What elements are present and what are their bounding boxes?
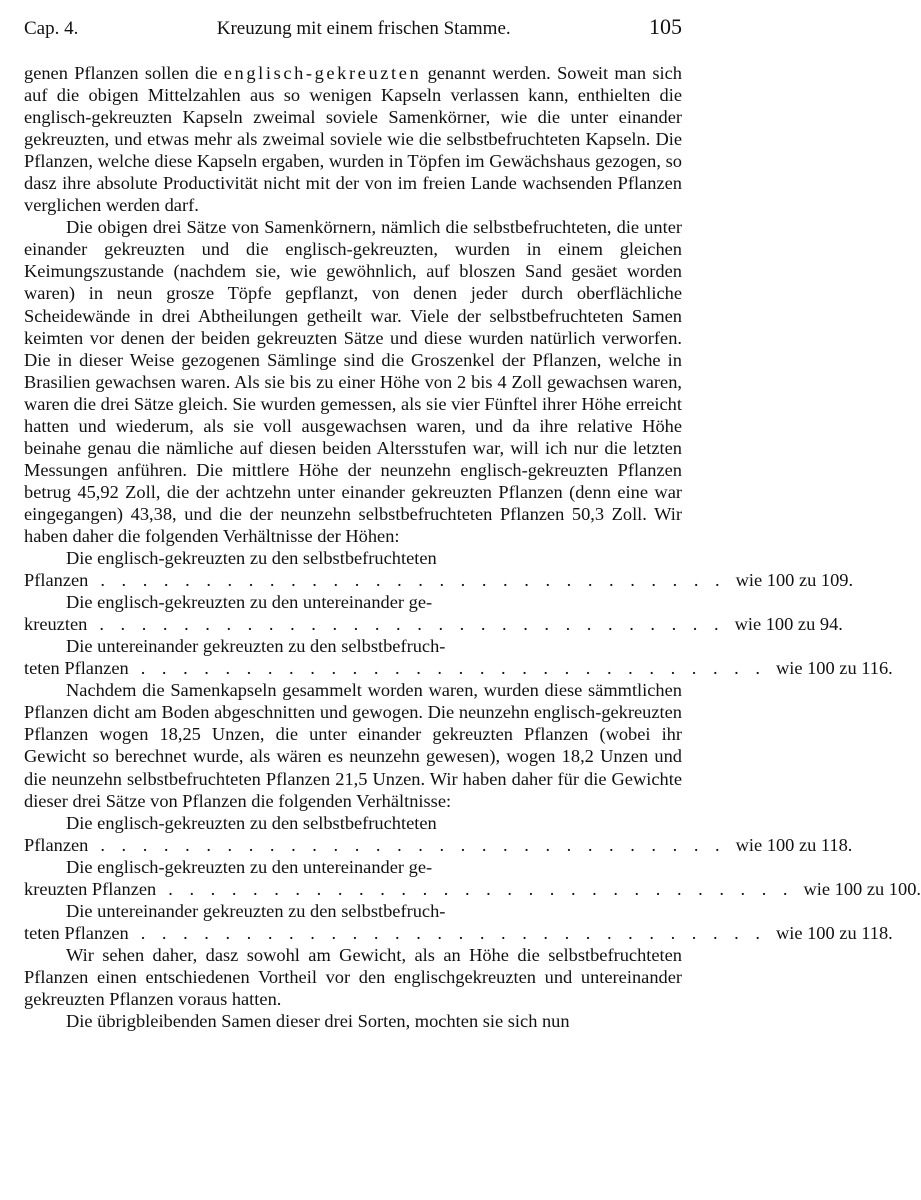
ratio-value: wie 100 zu 100. [803, 878, 921, 899]
ratio-value: wie 100 zu 118. [735, 834, 853, 855]
paragraph-5: Die übrigbleibenden Samen dieser drei Sorten, mochten sie sich nun [66, 1011, 570, 1032]
paragraph-4: Wir sehen daher, dasz sowohl am Gewicht, als an Höhe die selbstbefruchteten Pflanzen einen entschiedenen Vortheil vor den englischgekreuzten und untereinander gekreuzten Pflanzen voraus hatten. [24, 944, 682, 1009]
paragraph-3: Nachdem die Samenkapseln gesammelt worden waren, wurden diese sämmtlichen Pflanzen dicht am Boden abgeschnitten und gewogen. Die neunzehn englisch-gekreuzten Pflanzen wogen 18,25 Unzen, die unter einander gekreuzten Pflanzen (wobei ihr Gewicht so berechnet wurde, als wären es neunzehn gewesen), wogen 18,2 Unzen und die neunzehn selbstbefruchteten Pflanzen 21,5 Unzen. Wir haben daher für die Gewichte dieser drei Sätze von Pflanzen die folgenden Verhältnisse: [24, 680, 682, 811]
ratio-value: wie 100 zu 118. [775, 922, 893, 943]
ratio-value: wie 100 zu 94. [734, 614, 843, 635]
paragraph-2: Die obigen drei Sätze von Samenkörnern, nämlich die selbstbefruchteten, die unter einander gekreuzten und die englisch-gekreuzten, wurden in einem gleichen Keimungszustande (nachdem sie, wie gewöhnlich, auf bloszen Sand gesäet worden waren) in neun grosze Töpfe gepflanzt, von denen jeder durch oberflächliche Scheidewände in drei Abtheilungen getheilt war. Viele der selbstbefruchteten Samen keimten vor denen der beiden gekreuzten Sätze und diese wurden natürlich verworfen. Die in dieser Weise gezogenen Sämlinge sind die Groszenkel der Pflanzen, welche in Brasilien gewachsen waren. Als sie bis zu einer Höhe von 2 bis 4 Zoll gewachsen waren, waren die drei Sätze gleich. Sie wurden gemessen, als sie vier Fünftel ihrer Höhe erreicht hatten und wiederum, als sie voll ausgewachsen waren, und da ihre relative Höhe beinahe genau die nämliche auf diesen beiden Altersstufen war, will ich nur die letzten Messungen anführen. Die mittlere Höhe der neunzehn englisch-gekreuzten Pflanzen betrug 45,92 Zoll, die der achtzehn unter einander gekreuzten Pflanzen (denn eine war eingegangen) 43,38, und die der neunzehn selbstbefruchteten Pflanzen 50,3 Zoll. Wir haben daher die folgenden Verhältnisse der Höhen: [24, 217, 682, 546]
ratio-value: wie 100 zu 109. [735, 570, 854, 591]
height-ratio-3: Die untereinander gekreuzten zu den selbstbefruch- teten Pflanzen . . . . . . . . . . . . . . . . . . . . . . . . . . . . . . wie 100 zu 116. [24, 636, 893, 679]
page-number: 105 [649, 14, 682, 39]
page-body [24, 62, 921, 1032]
page-header [24, 14, 682, 50]
height-ratio-2: Die englisch-gekreuzten zu den untereinander ge- kreuzten . . . . . . . . . . . . . . . . . . . . . . . . . . . . . . wie 100 zu 94. [24, 592, 843, 635]
ratio-value: wie 100 zu 116. [775, 658, 893, 679]
paragraph-1: genen Pflanzen sollen die englisch-gekreuzten genannt werden. Soweit man sich auf die obigen Mittelzahlen aus so wenigen Kapseln verlassen kann, enthielten die englisch-gekreuzten Kapseln zweimal soviele Samenkörner, wie die unter einander gekreuzten, und etwas mehr als zweimal soviele wie die selbstbefruchteten Kapseln. Die Pflanzen, welche diese Kapseln ergaben, wurden in Töpfen im Gewächshaus gezogen, so dasz ihre absolute Productivität nicht mit der von im freien Lande wachsenden Pflanzen verglichen werden darf. [24, 63, 683, 216]
spaced-term: englisch-gekreuzten [223, 63, 422, 83]
book-page [24, 14, 921, 1032]
chapter-label: Cap. 4. [24, 18, 79, 39]
weight-ratio-2: Die englisch-gekreuzten zu den untereinander ge- kreuzten Pflanzen . . . . . . . . . . . . . . . . . . . . . . . . . . . . . . wie 100 zu 100. [24, 856, 921, 899]
weight-ratio-1: Die englisch-gekreuzten zu den selbstbefruchteten Pflanzen . . . . . . . . . . . . . . . . . . . . . . . . . . . . . . wie 100 zu 118. [24, 812, 853, 855]
weight-ratio-3: Die untereinander gekreuzten zu den selbstbefruch- teten Pflanzen . . . . . . . . . . . . . . . . . . . . . . . . . . . . . . wie 100 zu 118. [24, 900, 893, 943]
height-ratio-1: Die englisch-gekreuzten zu den selbstbefruchteten Pflanzen . . . . . . . . . . . . . . . . . . . . . . . . . . . . . . wie 100 zu 109. [24, 548, 854, 591]
running-title: Kreuzung mit einem frischen Stamme. [216, 18, 511, 39]
